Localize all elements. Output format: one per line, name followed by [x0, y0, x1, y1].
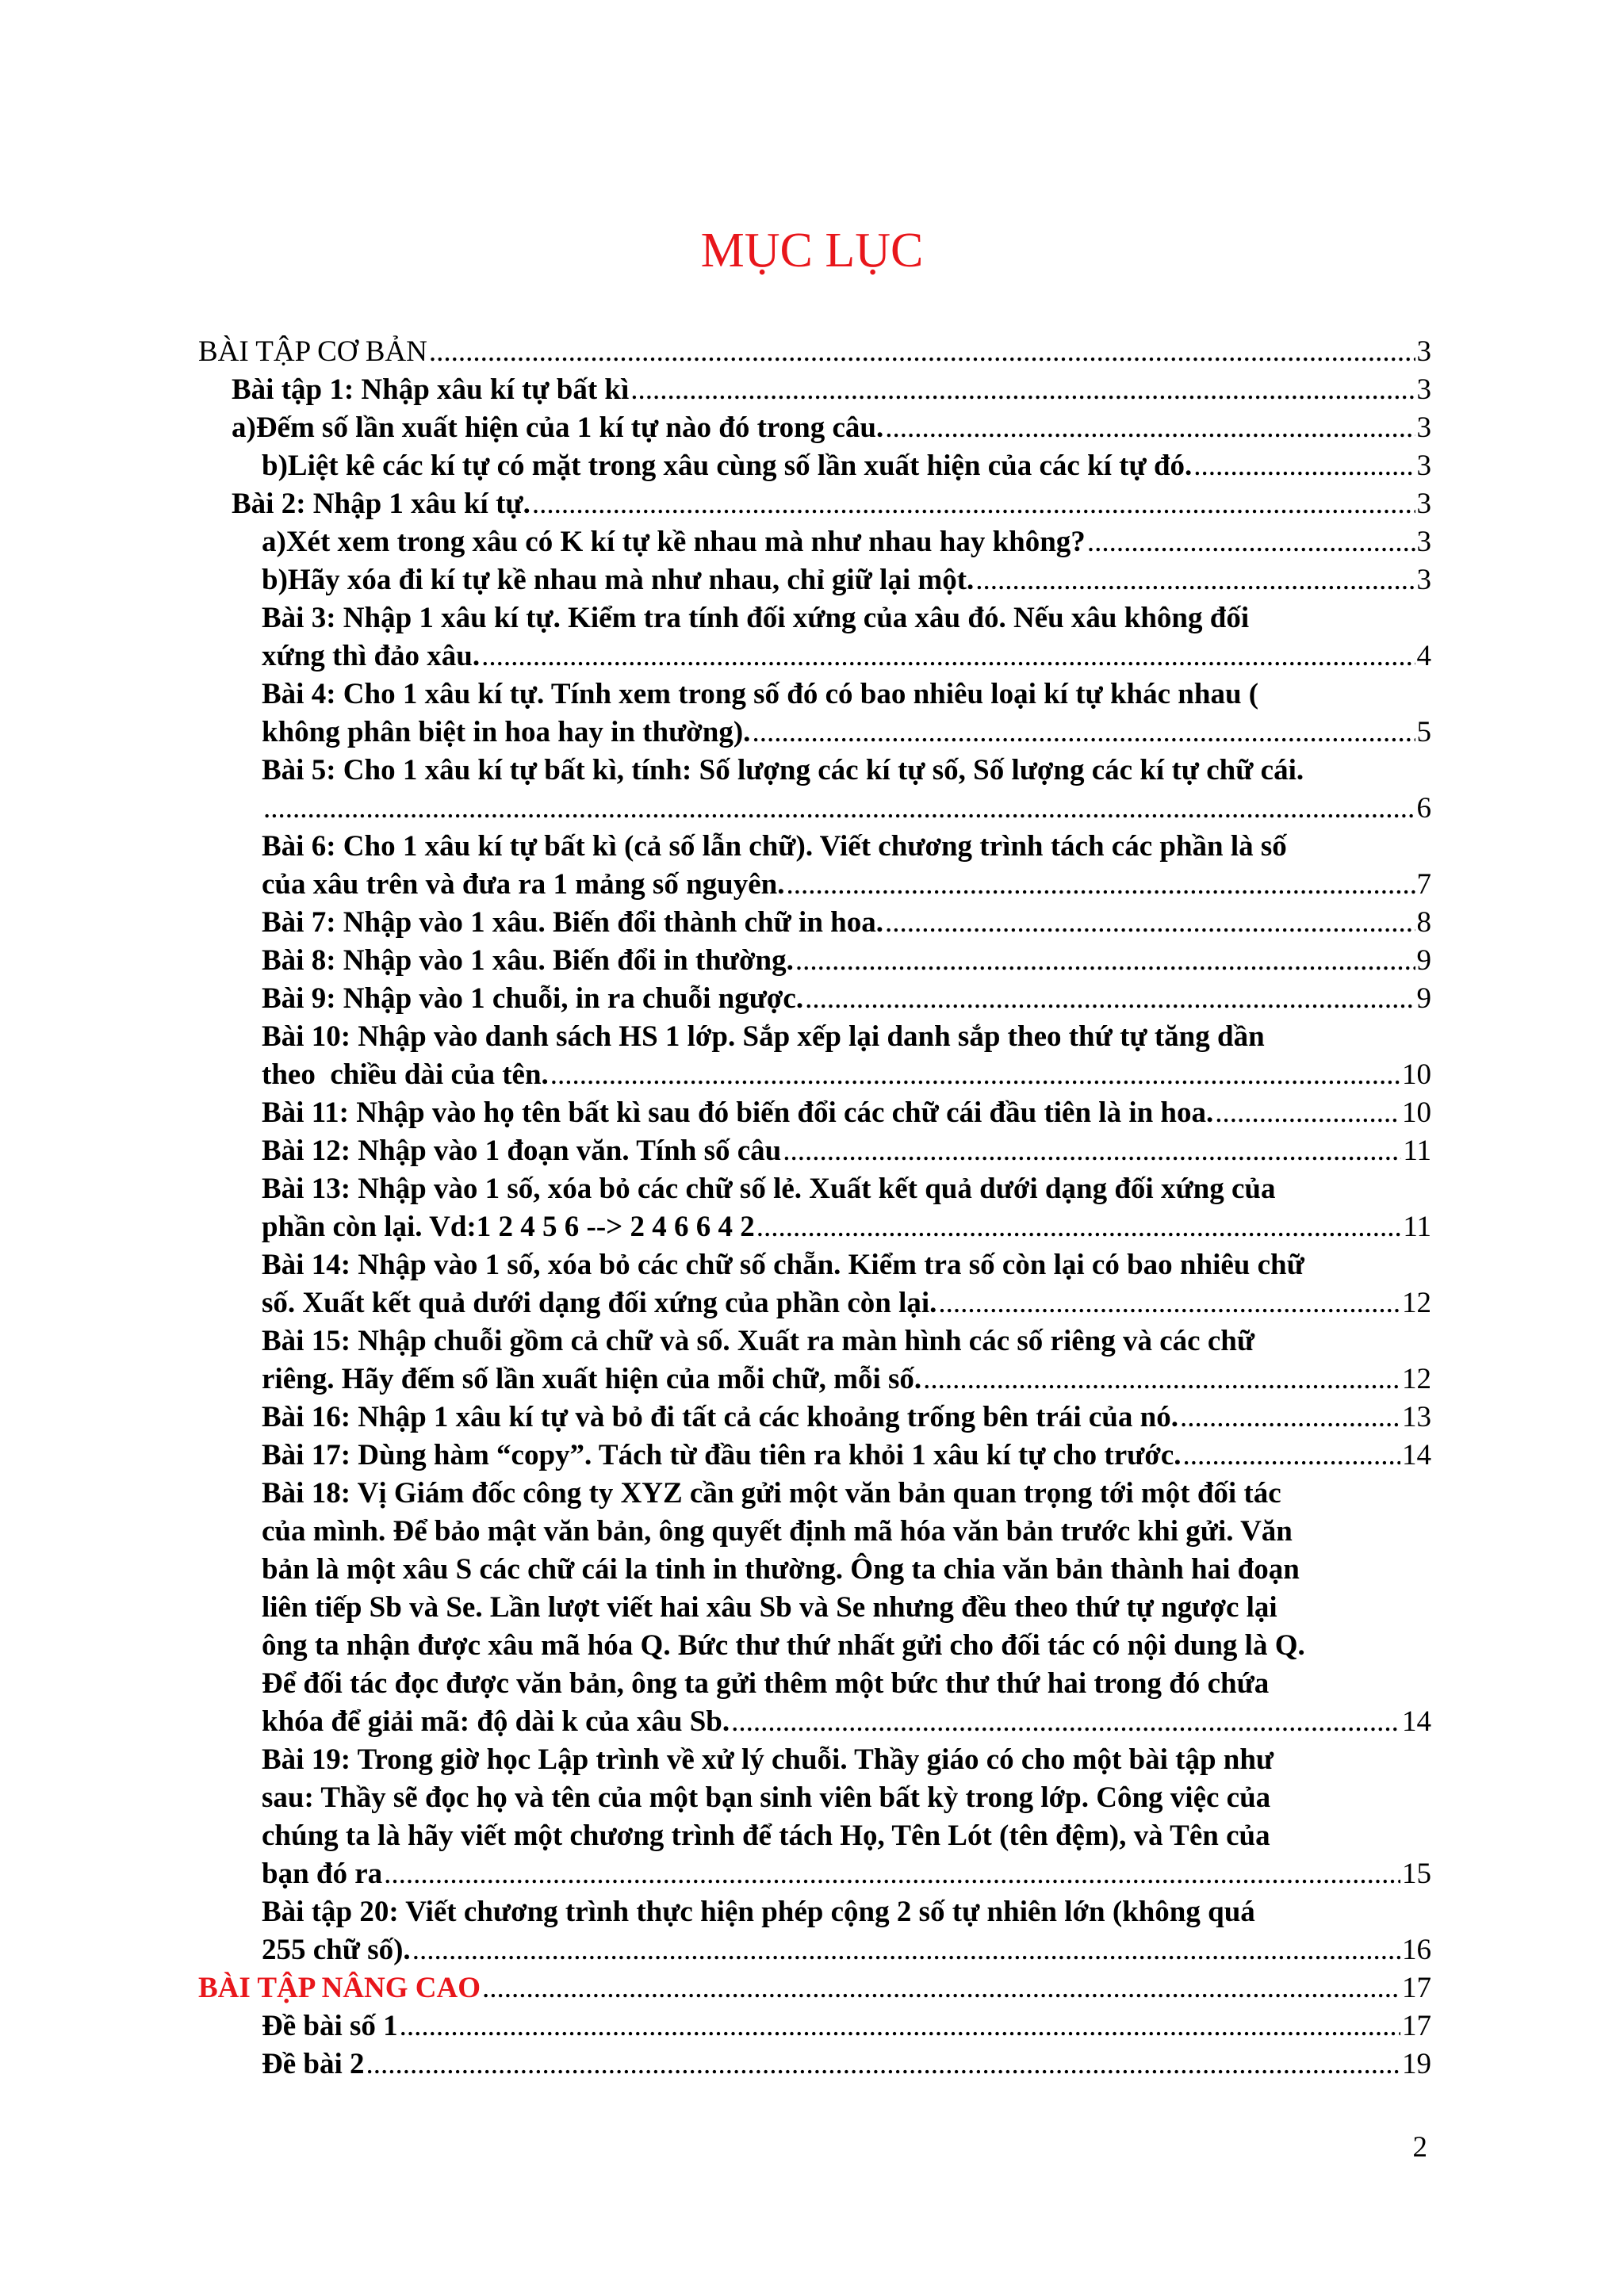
toc-entry[interactable]	[262, 1132, 1431, 1170]
toc-page-number: 11	[1403, 1211, 1431, 1243]
toc-entry-text: khóa để giải mã: độ dài k của xâu Sb.	[262, 1705, 730, 1738]
toc-entry[interactable]	[262, 980, 1431, 1018]
dot-leader	[805, 980, 1415, 1018]
toc-entry-text: 255 chữ số).	[262, 1934, 411, 1966]
toc-entry[interactable]	[262, 1322, 1431, 1399]
toc-entry[interactable]	[262, 2007, 1431, 2045]
toc-entry-text: của mình. Để bảo mật văn bản, ông quyết định mã hóa văn bản trước khi gửi. Văn	[262, 1515, 1293, 1548]
toc-entry-text: bản là một xâu S các chữ cái la tinh in thường. Ông ta chia văn bản thành hai đoạn	[262, 1553, 1300, 1586]
toc-entry-text: Bài 18: Vị Giám đốc công ty XYZ cần gửi một văn bản quan trọng tới một đối tác	[262, 1477, 1281, 1510]
toc-entry-text: xứng thì đảo xâu.	[262, 640, 481, 672]
toc-entry-text: ông ta nhận được xâu mã hóa Q. Bức thư thứ nhất gửi cho đối tác có nội dung là Q.	[262, 1629, 1305, 1662]
toc-page-number: 4	[1416, 640, 1431, 672]
toc-entry[interactable]	[232, 371, 1431, 409]
toc-entry-text: Bài 10: Nhập vào danh sách HS 1 lớp. Sắp xếp lại danh sắp theo thứ tự tăng dần	[262, 1020, 1265, 1053]
dot-leader	[550, 1056, 1400, 1094]
toc-entry-text: Đếm số lần xuất hiện của 1 kí tự nào đó trong câu.	[255, 411, 884, 444]
toc-page-number: 3	[1416, 411, 1431, 444]
dot-leader	[885, 409, 1415, 447]
toc-page-number: 9	[1416, 982, 1431, 1015]
toc-page-number: 8	[1416, 906, 1431, 939]
dot-leader	[1215, 1094, 1400, 1132]
toc-page-number: 15	[1402, 1858, 1431, 1890]
toc-entry-label: b)	[262, 564, 288, 596]
toc-entry-text: của xâu trên và đưa ra 1 mảng số nguyên.	[262, 868, 785, 901]
toc-entry-text: Bài 12: Nhập vào 1 đoạn văn. Tính số câu	[262, 1135, 782, 1167]
toc-entry[interactable]	[262, 1741, 1431, 1893]
dot-leader	[482, 1969, 1400, 2007]
toc-page-number: 13	[1402, 1401, 1431, 1433]
toc-entry-text: chúng ta là hãy viết một chương trình để tách Họ, Tên Lót (tên đệm), và Tên của	[262, 1820, 1270, 1852]
toc-page-number: 9	[1416, 944, 1431, 977]
toc-entry[interactable]	[262, 1399, 1431, 1437]
toc-entry-text: Liệt kê các kí tự có mặt trong xâu cùng số lần xuất hiện của các kí tự đó.	[287, 450, 1193, 482]
toc-entry-label: a)	[262, 526, 286, 558]
toc-entry[interactable]	[262, 942, 1431, 980]
toc-entry[interactable]	[262, 1475, 1431, 1741]
toc-entry[interactable]	[198, 1969, 1431, 2007]
toc-entry[interactable]	[262, 447, 1431, 485]
toc-entry-text: Bài 5: Cho 1 xâu kí tự bất kì, tính: Số lượng các kí tự số, Số lượng các kí tự chữ cái.	[262, 754, 1304, 786]
toc-entry-text: Bài 2: Nhập 1 xâu kí tự.	[232, 488, 530, 520]
toc-page-number: 14	[1402, 1705, 1431, 1738]
toc-entry-text: Bài 13: Nhập vào 1 số, xóa bỏ các chữ số lẻ. Xuất kết quả dưới dạng đối xứng của	[262, 1173, 1276, 1205]
toc-entry-text: Bài 19: Trong giờ học Lập trình về xử lý chuỗi. Thầy giáo có cho một bài tập như	[262, 1743, 1274, 1776]
dot-leader	[938, 1284, 1400, 1322]
dot-leader	[975, 561, 1415, 599]
dot-leader	[384, 1855, 1400, 1893]
toc-entry[interactable]	[262, 599, 1431, 675]
dot-leader	[630, 371, 1415, 409]
toc-entry-text: Bài tập 20: Viết chương trình thực hiện phép cộng 2 số tự nhiên lớn (không quá	[262, 1896, 1255, 1928]
dot-leader	[786, 866, 1415, 904]
toc-entry-label: a)	[232, 411, 256, 444]
toc-entry[interactable]	[262, 1170, 1431, 1246]
dot-leader	[400, 2007, 1400, 2045]
toc-entry-text: Bài 9: Nhập vào 1 chuỗi, in ra chuỗi ngược.	[262, 982, 804, 1015]
toc-entry-text: riêng. Hãy đếm số lần xuất hiện của mỗi chữ, mỗi số.	[262, 1363, 922, 1395]
dot-leader	[1180, 1399, 1400, 1437]
toc-entry-text: BÀI TẬP NÂNG CAO	[198, 1972, 481, 2004]
toc-entry[interactable]	[262, 561, 1431, 599]
toc-page-number: 17	[1402, 1972, 1431, 2004]
toc-page-number: 10	[1402, 1096, 1431, 1129]
toc-entry-text: Để đối tác đọc được văn bản, ông ta gửi thêm một bức thư thứ hai trong đó chứa	[262, 1667, 1270, 1700]
toc-entry[interactable]	[262, 904, 1431, 942]
toc-entry-text: Bài 11: Nhập vào họ tên bất kì sau đó biến đổi các chữ cái đầu tiên là in hoa.	[262, 1096, 1214, 1129]
toc-page-number: 14	[1402, 1439, 1431, 1471]
toc-entry-text: Hãy xóa đi kí tự kề nhau mà như nhau, chỉ giữ lại một.	[287, 564, 975, 596]
dot-leader	[481, 637, 1415, 675]
toc-page-number: 7	[1416, 868, 1431, 901]
toc-entry-text: theo chiều dài của tên.	[262, 1058, 549, 1091]
toc-entry-text: phần còn lại. Vd:1 2 4 5 6 --> 2 4 6 6 4 2	[262, 1211, 755, 1243]
toc-entry-text: BÀI TẬP CƠ BẢN	[198, 335, 427, 368]
toc-entry-text: Bài 6: Cho 1 xâu kí tự bất kì (cả số lẫn chữ). Viết chương trình tách các phần là số	[262, 830, 1287, 863]
dot-leader	[731, 1703, 1400, 1741]
toc-entry-text: không phân biệt in hoa hay in thường).	[262, 716, 751, 748]
toc-entry[interactable]	[262, 1893, 1431, 1969]
toc-entry-text: Đề bài số 1	[262, 2010, 398, 2042]
dot-leader	[366, 2045, 1401, 2084]
toc-page-number: 12	[1402, 1363, 1431, 1395]
toc-entry[interactable]	[262, 1094, 1431, 1132]
dot-leader	[1087, 523, 1415, 561]
toc-entry[interactable]	[262, 1246, 1431, 1322]
dot-leader	[756, 1208, 1402, 1246]
dot-leader	[923, 1360, 1400, 1399]
dot-leader	[783, 1132, 1401, 1170]
toc-entry-text: Bài 17: Dùng hàm “copy”. Tách từ đầu tiên ra khỏi 1 xâu kí tự cho trước.	[262, 1439, 1182, 1471]
dot-leader	[1193, 447, 1415, 485]
toc-page-number: 11	[1403, 1135, 1431, 1167]
toc-entry-text: Bài 8: Nhập vào 1 xâu. Biến đổi in thường.	[262, 944, 794, 977]
toc-entry-text: liên tiếp Sb và Se. Lần lượt viết hai xâu Sb và Se nhưng đều theo thứ tự ngược lại	[262, 1591, 1277, 1624]
toc-page-number: 12	[1402, 1287, 1431, 1319]
toc-page-number: 3	[1416, 373, 1431, 406]
toc-entry-text: Xét xem trong xâu có K kí tự kề nhau mà như nhau hay không?	[285, 526, 1086, 558]
toc-page-number: 16	[1402, 1934, 1431, 1966]
dot-leader	[1183, 1437, 1400, 1475]
toc-entry-text: Bài tập 1: Nhập xâu kí tự bất kì	[232, 373, 630, 406]
toc-entry[interactable]	[262, 523, 1431, 561]
toc-entry[interactable]	[232, 409, 1431, 447]
toc-entry-text: Bài 3: Nhập 1 xâu kí tự. Kiểm tra tính đối xứng của xâu đó. Nếu xâu không đối	[262, 602, 1250, 634]
toc-entry-text: Bài 15: Nhập chuỗi gồm cả chữ và số. Xuất ra màn hình các số riêng và các chữ	[262, 1325, 1255, 1357]
dot-leader	[795, 942, 1415, 980]
toc-page-number: 5	[1416, 716, 1431, 748]
dot-leader	[752, 714, 1415, 752]
toc-page-number: 10	[1402, 1058, 1431, 1091]
toc-page-number: 19	[1402, 2048, 1431, 2080]
dot-leader	[532, 485, 1415, 523]
toc-entry[interactable]	[262, 828, 1431, 904]
toc-page-number: 3	[1416, 335, 1431, 368]
toc-entry-text: sau: Thầy sẽ đọc họ và tên của một bạn sinh viên bất kỳ trong lớp. Công việc của	[262, 1781, 1271, 1814]
toc-entry-text: Bài 4: Cho 1 xâu kí tự. Tính xem trong số đó có bao nhiêu loại kí tự khác nhau (	[262, 678, 1259, 710]
toc-entry[interactable]	[262, 1018, 1431, 1094]
toc-page-number: 3	[1416, 526, 1431, 558]
dot-leader	[429, 333, 1415, 371]
toc-entry[interactable]	[262, 1437, 1431, 1475]
dot-leader	[412, 1931, 1400, 1969]
dot-leader	[885, 904, 1415, 942]
toc-entry-label: b)	[262, 450, 288, 482]
toc-entry[interactable]	[262, 752, 1431, 828]
toc-entry-text: bạn đó ra	[262, 1858, 383, 1890]
toc-page-number: 6	[1416, 792, 1431, 825]
toc-page-number: 3	[1416, 450, 1431, 482]
page-title: MỤC LỤC	[700, 224, 924, 277]
toc-entry[interactable]	[262, 675, 1431, 752]
toc-entry-text: Bài 16: Nhập 1 xâu kí tự và bỏ đi tất cả các khoảng trống bên trái của nó.	[262, 1401, 1178, 1433]
toc-entry-text: Bài 14: Nhập vào 1 số, xóa bỏ các chữ số chẵn. Kiểm tra số còn lại có bao nhiêu chữ	[262, 1249, 1304, 1281]
toc-entry-text: Bài 7: Nhập vào 1 xâu. Biến đổi thành chữ in hoa.	[262, 906, 883, 939]
toc-entry[interactable]	[232, 485, 1431, 523]
page-number: 2	[1412, 2131, 1427, 2164]
toc-page-number: 3	[1416, 488, 1431, 520]
toc-page-number: 17	[1402, 2010, 1431, 2042]
toc-entry-text: số. Xuất kết quả dưới dạng đối xứng của phần còn lại.	[262, 1287, 937, 1319]
toc-entry[interactable]	[262, 2045, 1431, 2084]
toc-entry[interactable]	[198, 333, 1431, 371]
toc-entry-text: Đề bài 2	[262, 2048, 365, 2080]
dot-leader	[263, 790, 1415, 828]
toc-page-number: 3	[1416, 564, 1431, 596]
